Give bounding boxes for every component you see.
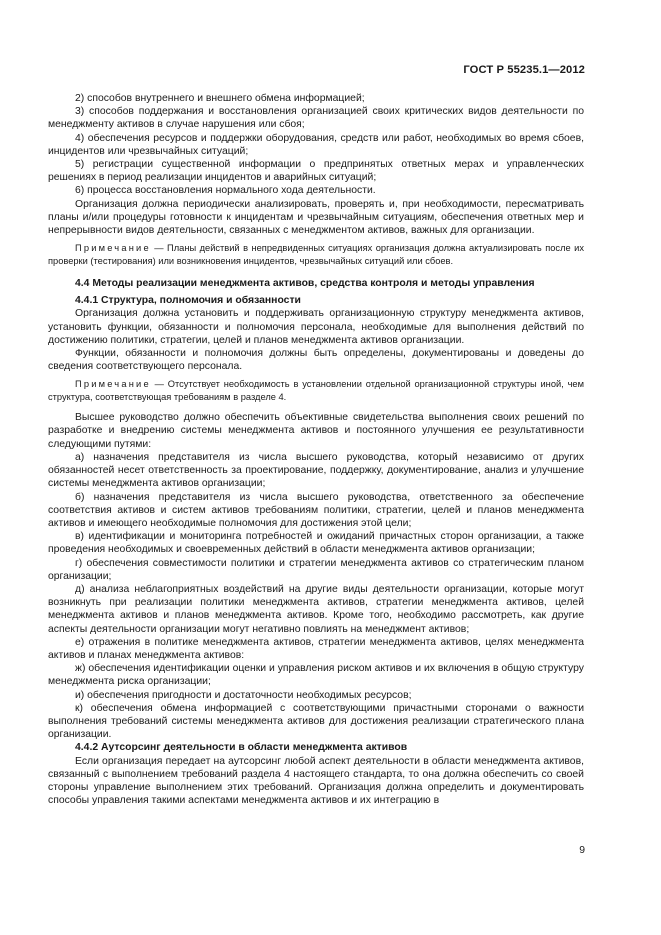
- paragraph-functions: Функции, обязанности и полномочия должны быть определены, документированы и доведены до сведения соответствующего персонала.: [48, 348, 584, 373]
- list-item: ж) обеспечения идентификации оценки и управления риском активов и их включения в общую структуру менеджмента риска организации;: [48, 663, 584, 688]
- list-item: и) обеспечения пригодности и достаточности необходимых ресурсов;: [75, 689, 412, 701]
- list-item: 5) регистрации существенной информации о предпринятых ответных мерах и управленческих решениях в период реализации инцидентов и аварийных ситуаций;: [48, 159, 584, 184]
- list-item: 3) способов поддержания и восстановления организацией своих критических видов деятельности по менеджменту активов в случае нарушения или сбоя;: [48, 106, 584, 131]
- paragraph-leadership: Высшее руководство должно обеспечить объективные свидетельства выполнения своих решений по разработке и внедрению системы менеджмента активов и постоянного улучшения ее результативности следующими путями:: [48, 412, 584, 450]
- note-text: — Планы действий в непредвиденных ситуациях организация должна актуализировать после их проверки (тестирования) или возникновения инцидентов, чрезвычайных ситуаций или сбоев.: [48, 243, 584, 266]
- document-id-header: ГОСТ Р 55235.1—2012: [463, 64, 585, 76]
- page-content: [48, 92, 584, 807]
- list-item: б) назначения представителя из числа высшего руководства, ответственного за обеспечение соответствия активов и систем активов требованиям политики, стратегии, целей и планов менеджмента активов и имеющего необходимые полномочия для достижения этой цели;: [48, 491, 584, 529]
- list-item: д) анализа неблагоприятных воздействий на другие виды деятельности организации, которые могут возникнуть при реализации политики менеджмента активов, стратегии менеджмента активов, целей менеджмента активов и планов менеджмента активов. Кроме того, необходимо рассмотреть, как другие аспекты деятельности организации могут негативно повлиять на менеджмент активов;: [48, 583, 584, 635]
- list-item: 2) способов внутреннего и внешнего обмена информацией;: [75, 93, 365, 104]
- note-structure: [48, 378, 584, 403]
- list-item: а) назначения представителя из числа высшего руководства, который независимо от других обязанностей несет ответственность за проектирование, поддержку, документирование, анализ и улучшение системы менеджмента активов организации;: [48, 451, 584, 490]
- list-item: е) отражения в политике менеджмента активов, стратегии менеджмента активов, целях менеджмента активов и планах менеджмента активов:: [48, 636, 584, 661]
- note-contingency: [48, 242, 584, 267]
- note-label: Примечание: [75, 379, 151, 390]
- section-heading-4-4-1: 4.4.1 Структура, полномочия и обязанности: [75, 295, 301, 307]
- paragraph-structure: Организация должна установить и поддерживать организационную структуру менеджмента активов, установить функции, обязанности и полномочия персонала, необходимые для выполнения действий по достижению политики, стратегии, целей и планов менеджмента активов организации.: [48, 308, 584, 346]
- paragraph-review: Организация должна периодически анализировать, проверять и, при необходимости, пересматривать планы и/или процедуры готовности к инцидентам и чрезвычайным ситуациям, обеспечения ответных мер и непрерывности видов деятельности, связанных с менеджментом активов, важных для организации.: [48, 198, 584, 237]
- paragraph-outsourcing: Если организация передает на аутсорсинг любой аспект деятельности в области менеджмента активов, связанный с выполнением требований раздела 4 настоящего стандарта, то она должна обеспечить со своей стороны управление выполнением этих требований. Организация должна определить и документировать способы управления такими аспектами менеджмента активов и их интеграцию в: [48, 755, 584, 807]
- section-heading-4-4-2: 4.4.2 Аутсорсинг деятельности в области менеджмента активов: [75, 742, 408, 754]
- list-item: 4) обеспечения ресурсов и поддержки оборудования, средств или работ, необходимых во время сбоев, инцидентов или чрезвычайных ситуаций;: [48, 132, 584, 157]
- list-item: г) обеспечения совместимости политики и стратегии менеджмента активов со стратегическим планом организации;: [48, 557, 584, 582]
- note-label: Примечание: [75, 243, 151, 254]
- note-text: — Отсутствует необходимость в установлении отдельной организационной структуры иной, чем структура, соответствующая требованиям в разделе 4.: [48, 379, 584, 402]
- section-heading-4-4: 4.4 Методы реализации менеджмента активов, средства контроля и методы управления: [75, 278, 535, 290]
- list-item: к) обеспечения обмена информацией с соответствующими причастными сторонами о важности выполнения требований системы менеджмента активов для достижения реализации стратегического плана организации.: [48, 702, 584, 741]
- page-number: 9: [579, 845, 585, 856]
- list-item: 6) процесса восстановления нормального хода деятельности.: [75, 185, 376, 197]
- list-item: в) идентификации и мониторинга потребностей и ожиданий причастных сторон организации, а также проведения необходимых и своевременных действий в области менеджмента активов организации;: [48, 531, 584, 556]
